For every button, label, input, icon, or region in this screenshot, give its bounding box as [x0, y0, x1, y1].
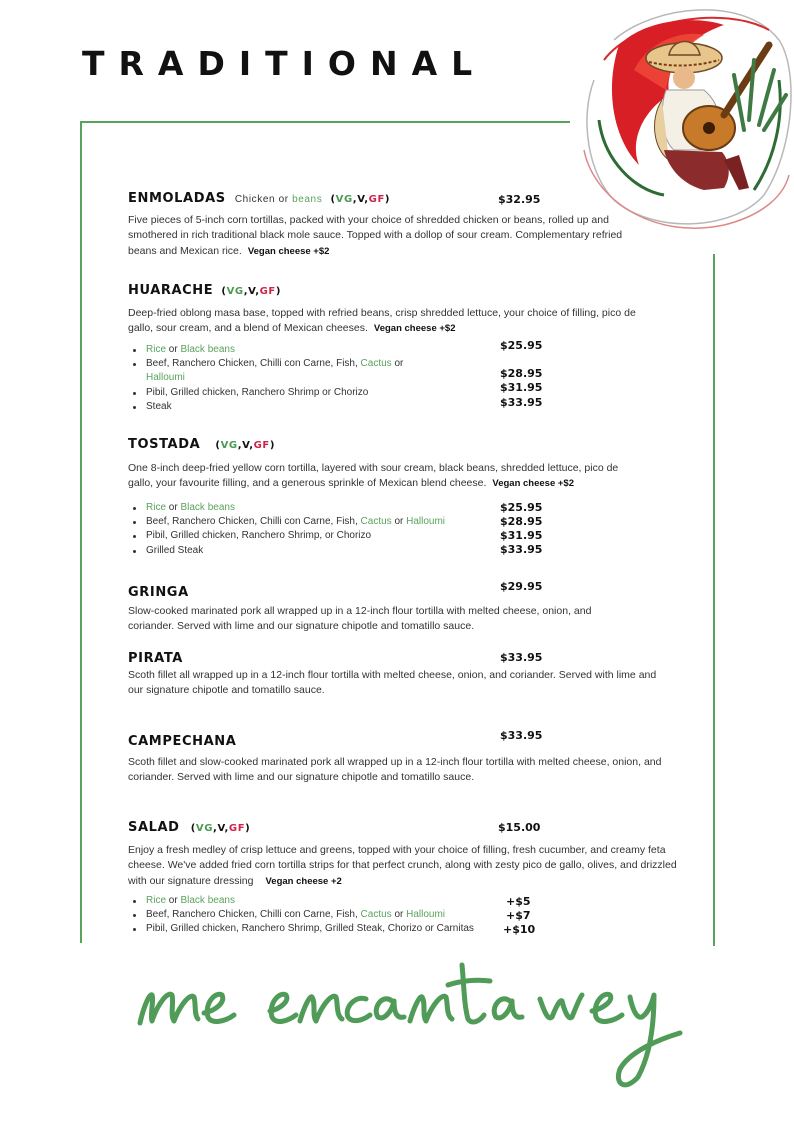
salad-addon-price: +$7	[506, 909, 531, 922]
salad-heading	[128, 820, 250, 835]
tostada-option: Pibil, Grilled chicken, Ranchero Shrimp, or Chorizo	[128, 529, 468, 543]
mariachi-logo-icon	[574, 0, 794, 236]
enmoladas-description	[128, 213, 633, 259]
slogan-script	[130, 945, 690, 1095]
campechana-price: $33.95	[500, 729, 543, 742]
huarache-option: Pibil, Grilled chicken, Ranchero Shrimp or Chorizo	[128, 386, 408, 400]
tostada-options	[128, 501, 468, 558]
enmoladas-diet-tags: (VG,V,GF)	[330, 194, 391, 205]
huarache-option: Rice or Black beans	[128, 343, 408, 357]
tostada-price: $31.95	[500, 529, 543, 542]
page-title: TRADITIONAL	[82, 44, 487, 83]
huarache-description-text: Deep-fried oblong masa base, topped with refried beans, crisp shredded lettuce, your choice of filling, pico de gallo, sour cream, and a blend of Mexican cheeses.	[128, 307, 636, 335]
huarache-vegan-option: Vegan cheese +$2	[373, 323, 456, 335]
campechana-description: Scoth fillet and slow-cooked marinated pork all wrapped up in a 12-inch flour tortilla with melted cheese, onion, and coriander. Served with lime and our signature chipotle and tomatillo sauce.	[128, 756, 662, 784]
tostada-name: TOSTADA	[128, 437, 201, 452]
frame-right-line	[713, 254, 715, 946]
tostada-heading	[128, 437, 275, 452]
salad-option: Rice or Black beans	[128, 894, 488, 908]
huarache-price: $28.95	[500, 367, 543, 380]
huarache-price: $25.95	[500, 339, 543, 352]
campechana-name: CAMPECHANA	[128, 734, 237, 749]
salad-option: Beef, Ranchero Chicken, Chilli con Carne, Fish, Cactus or Halloumi	[128, 908, 488, 922]
salad-vegan-option: Vegan cheese +2	[265, 875, 342, 887]
enmoladas-heading	[128, 191, 390, 206]
salad-addon-price: +$5	[506, 895, 531, 908]
huarache-option: Beef, Ranchero Chicken, Chilli con Carne, Fish, Cactus or Halloumi	[128, 357, 408, 385]
huarache-description	[128, 306, 643, 337]
gringa-description: Slow-cooked marinated pork all wrapped up in a 12-inch flour tortilla with melted cheese, onion, and coriander. Served with lime and our signature chipotle and tomatillo sauce.	[128, 605, 592, 633]
enmoladas-name: ENMOLADAS	[128, 191, 226, 206]
enmoladas-choice	[235, 194, 322, 205]
tostada-price: $25.95	[500, 501, 543, 514]
salad-diet-tags: (VG,V,GF)	[190, 823, 251, 834]
huarache-diet-tags: (VG,V,GF)	[221, 286, 282, 297]
gringa-name: GRINGA	[128, 585, 189, 600]
huarache-price: $31.95	[500, 381, 543, 394]
tostada-price: $28.95	[500, 515, 543, 528]
salad-description-text: Enjoy a fresh medley of crisp lettuce and greens, topped with your choice of filling, fresh cucumber, and creamy feta cheese. We've added fried corn tortilla strips for that perfect crunch, along with zesty pico de gallo, olives, and drizzled with our signature dressing	[128, 844, 677, 887]
salad-price: $15.00	[498, 821, 541, 834]
salad-addon-price: +$10	[503, 923, 536, 936]
huarache-price: $33.95	[500, 396, 543, 409]
enmoladas-choice-beans: beans	[292, 194, 323, 205]
salad-option: Pibil, Grilled chicken, Ranchero Shrimp, Grilled Steak, Chorizo or Carnitas	[128, 922, 488, 936]
salad-name: SALAD	[128, 820, 180, 835]
pirata-name: PIRATA	[128, 651, 183, 666]
enmoladas-description-text: Five pieces of 5-inch corn tortillas, packed with your choice of shredded chicken or beans, rolled up and smothered in rich traditional black mole sauce. Topped with a dollop of sour cream. Complementary refried beans and Mexican rice.	[128, 214, 623, 257]
frame-left-line	[80, 121, 82, 943]
pirata-description: Scoth fillet all wrapped up in a 12-inch flour tortilla with melted cheese, onion, and coriander. Served with lime and our signature chipotle and tomatillo sauce.	[128, 669, 657, 697]
enmoladas-choice-prefix: Chicken or	[234, 194, 289, 205]
enmoladas-vegan-option: Vegan cheese +$2	[247, 245, 330, 257]
frame-top-line	[80, 121, 570, 123]
tostada-diet-tags: (VG,V,GF)	[215, 440, 276, 451]
tostada-description-text: One 8-inch deep-fried yellow corn tortilla, layered with sour cream, black beans, shredded lettuce, pico de gallo, your favourite filling, and a generous sprinkle of Mexican blend cheese.	[128, 462, 619, 490]
huarache-heading	[128, 283, 281, 298]
enmoladas-price: $32.95	[498, 193, 541, 206]
huarache-options	[128, 343, 408, 414]
tostada-description	[128, 461, 643, 492]
salad-description	[128, 843, 688, 889]
tostada-option: Beef, Ranchero Chicken, Chilli con Carne, Fish, Cactus or Halloumi	[128, 515, 468, 529]
huarache-name: HUARACHE	[128, 283, 214, 298]
tostada-option: Rice or Black beans	[128, 501, 468, 515]
gringa-price: $29.95	[500, 580, 543, 593]
pirata-price: $33.95	[500, 651, 543, 664]
tostada-price: $33.95	[500, 543, 543, 556]
huarache-option: Steak	[128, 400, 408, 414]
salad-options	[128, 894, 488, 937]
tostada-vegan-option: Vegan cheese +$2	[492, 478, 574, 490]
tostada-option: Grilled Steak	[128, 544, 468, 558]
